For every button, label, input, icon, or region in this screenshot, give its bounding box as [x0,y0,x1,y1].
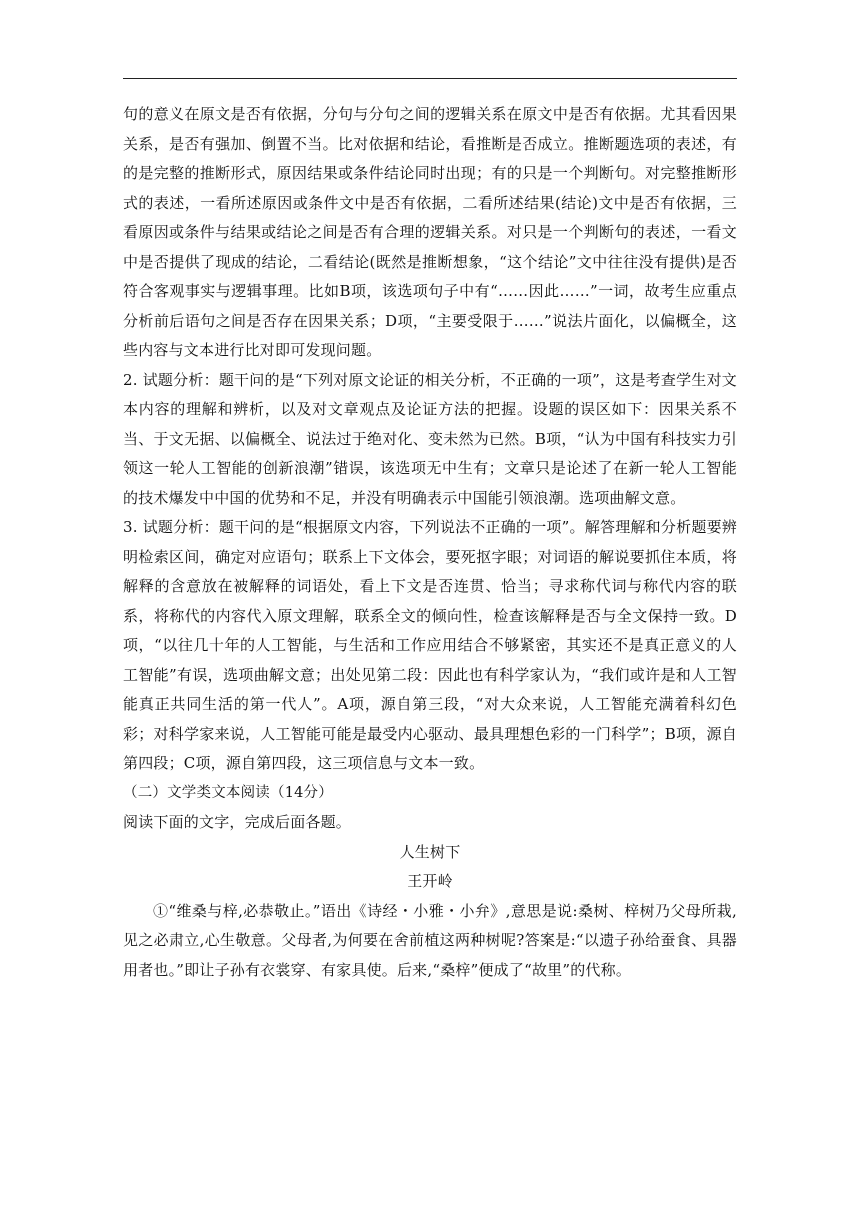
header-rule [123,78,737,79]
paragraph-analysis-2: 2. 试题分析：题干问的是“下列对原文论证的相关分析，不正确的一项”，这是考查学生对文本内容的理解和辨析，以及对文章观点及论证方法的把握。设题的误区如下：因果关系不当、于文无据、以偏概全、说法过于绝对化、变未然为已然。B项，“认为中国有科技实力引领这一轮人工智能的创新浪潮”错误，该选项无中生有；文章只是论述了在新一轮人工智能的技术爆发中中国的优势和不足，并没有明确表示中国能引领浪潮。选项曲解文意。 [123,370,737,507]
paragraph-analysis-1-continued: 句的意义在原文是否有依据，分句与分句之间的逻辑关系在原文中是否有依据。尤其看因果关系，是否有强加、倒置不当。比对依据和结论，看推断是否成立。推断题选项的表述，有的是完整的推断形式，原因结果或条件结论同时出现；有的只是一个判断句。对完整推断形式的表述，一看所述原因或条件文中是否有依据，二看所述结果(结论)文中是否有依据，三看原因或条件与结果或结论之间是否有合理的逻辑关系。对只是一个判断句的表述，一看文中是否提供了现成的结论，二看结论(既然是推断想象，“这个结论”文中往往没有提供)是否符合客观事实与逻辑事理。比如B项，该选项句子中有“……因此……”一词，故考生应重点分析前后语句之间是否存在因果关系；D项，“主要受限于……”说法片面化，以偏概全，这些内容与文本进行比对即可发现问题。 [123,105,737,359]
article-title: 人生树下 [399,842,461,861]
article-paragraph-1: ①“维桑与梓,必恭敬止。”语出《诗经・小雅・小弁》,意思是说:桑树、梓树乃父母所栽,见之必肃立,心生敬意。父母者,为何要在舍前植这两种树呢?答案是:“以遗子孙给蚕食、具器用者也。”即让子孙有衣裳穿、有家具使。后来,“桑梓”便成了“故里”的代称。 [123,901,737,979]
document-body [123,100,737,985]
paragraph-analysis-3: 3. 试题分析：题干问的是“根据原文内容，下列说法不正确的一项”。解答理解和分析题要辨明检索区间，确定对应语句；联系上下文体会，要死抠字眼；对词语的解说要抓住本质，将解释的含意放在被解释的词语处，看上下文是否连贯、恰当；寻求称代词与称代内容的联系，将称代的内容代入原文理解，联系全文的倾向性，检查该解释是否与全文保持一致。D项，“以往几十年的人工智能，与生活和工作应用结合不够紧密，其实还不是真正意义的人工智能”有误，选项曲解文意；出处见第二段：因此也有科学家认为，“我们或许是和人工智能真正共同生活的第一代人”。A项，源自第三段，“对大众来说，人工智能充满着科幻色彩；对科学家来说，人工智能可能是最受内心驱动、最具理想色彩的一门科学”；B项，源自第四段；C项，源自第四段，这三项信息与文本一致。 [123,518,737,772]
reading-instruction: 阅读下面的文字，完成后面各题。 [123,813,352,831]
section-heading: （二）文学类文本阅读（14分） [123,784,333,801]
article-author: 王开岭 [407,872,453,890]
